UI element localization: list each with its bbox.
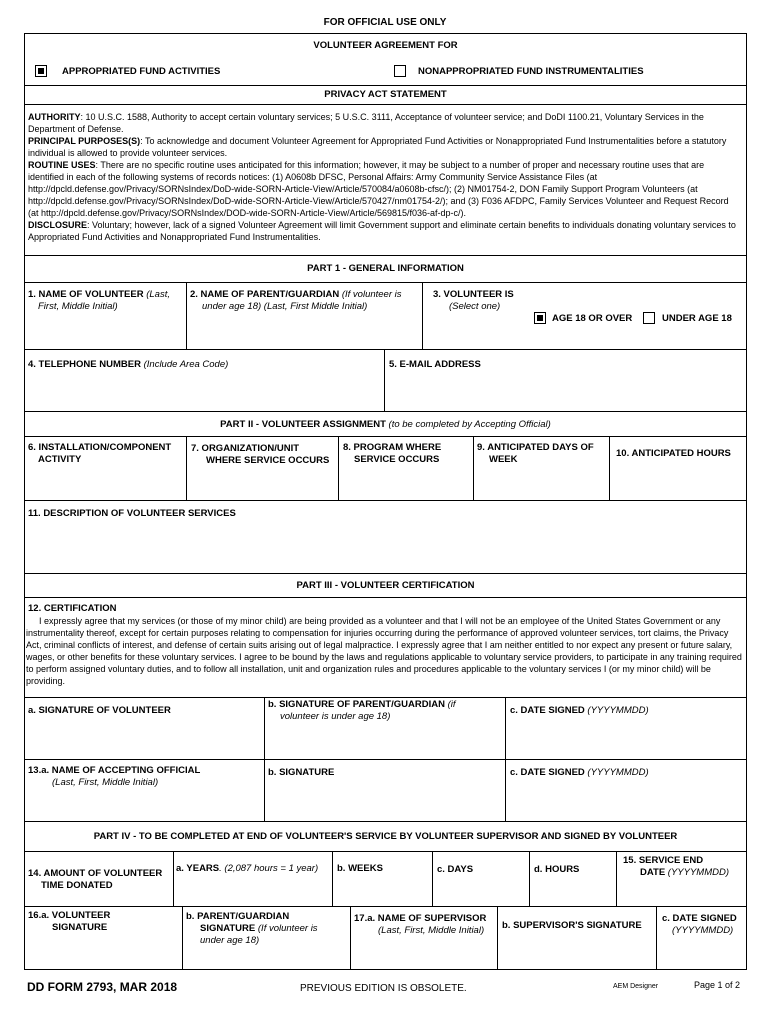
field13b-label: b. SIGNATURE — [268, 767, 335, 778]
age-over-checkbox[interactable] — [534, 312, 546, 324]
field14b-label: b. WEEKS — [337, 863, 383, 874]
divider — [497, 906, 498, 970]
anticipated-hours-input[interactable] — [614, 474, 740, 494]
field12b-hint-a: (if — [447, 699, 456, 710]
part2-heading-title: PART II - VOLUNTEER ASSIGNMENT — [220, 419, 386, 430]
field2-hint-a: (If volunteer is — [341, 289, 402, 300]
field2-hint-b: under age 18) (Last, First Middle Initial) — [202, 301, 368, 312]
routine-text: : There are no specific routine uses anticipated for this information; however, it may be subject to a number of proper and necessary routine uses that are identified in each of the following systems of records notices: (1) A0608b DFSC, Personal Affairs: Army Community Service Assistance Files (at http://dpcld.defense.gov/Privacy/SORNsIndex/DoD-wide-SORN-Article-View/Article/570084/a0608b-cfsc/); (2) NM01754-2, DON Family Support Program Volunteers (at http://dpcld.defense.gov/Privacy/SORNsIndex/DoD-wide-SORN-Article-View/Article/570427/nm01754-2/); and (3) F036 AFDPC, Family Services Volunteer and Request Record (at http://dpcld.defense.gov/Privacy/SORNsIndex/DOD-wide-SORN-Article-View/Article/569815/f036-af-dp-c/). — [28, 160, 729, 218]
field1-label — [28, 289, 183, 313]
field17c-hint: (YYYYMMDD) — [672, 925, 734, 936]
divider — [616, 851, 617, 906]
field13a-hint: (Last, First, Middle Initial) — [52, 777, 159, 788]
divider — [432, 851, 433, 906]
divider — [24, 697, 747, 698]
field4-label — [28, 359, 228, 371]
divider — [350, 906, 351, 970]
field4-hint: (Include Area Code) — [143, 359, 229, 370]
routine-paragraph — [28, 159, 740, 219]
form-identifier: DD FORM 2793, MAR 2018 — [27, 980, 178, 994]
divider — [24, 411, 747, 412]
volunteer-final-signature-field[interactable] — [30, 945, 178, 965]
field16b-line2: SIGNATURE — [200, 923, 256, 934]
field15-hint: (YYYYMMDD) — [667, 867, 730, 878]
certification-text: I expressly agree that my services (or those of my minor child) are being provided as a volunteer and that I will not be an employee of the United States Government or any instrumentality thereof, except for certain purposes relating to compensation for injuries occurring during the performance of approved volunteer services, tort claims, the Privacy Act, criminal conflicts of interest, and defense of certain suits arising out of legal malpractice. I expressly agree that I am neither entitled to nor expect any present or future salary, wages, or other benefits for these voluntary services. I agree to be bound by the laws and regulations applicable to voluntary service providers, to participate in any training required to perform assigned voluntary duties, and to follow all installation, unit and organization rules and procedures applicable to the voluntary services I (or my minor child) will be providing. — [26, 616, 742, 686]
field16b-line1: b. PARENT/GUARDIAN — [186, 911, 290, 922]
services-description-input[interactable] — [30, 524, 742, 572]
field5-label: 5. E-MAIL ADDRESS — [389, 359, 481, 370]
part2-heading — [24, 419, 747, 431]
divider — [186, 436, 187, 500]
field9-line1: 9. ANTICIPATED DAYS OF — [477, 442, 594, 453]
field2-title: 2. NAME OF PARENT/GUARDIAN — [190, 289, 340, 300]
divider — [422, 282, 423, 349]
divider — [24, 573, 747, 574]
hours-input[interactable] — [534, 882, 612, 902]
date-signed-13c-input[interactable] — [511, 792, 739, 816]
field17c-label — [662, 913, 737, 937]
field12c-hint: (YYYYMMDD) — [587, 705, 649, 716]
field3-label: 3. VOLUNTEER IS — [433, 289, 514, 300]
divider — [24, 906, 747, 907]
field13c-title: c. DATE SIGNED — [510, 767, 585, 778]
divider — [186, 282, 187, 349]
nonappropriated-label: NONAPPROPRIATED FUND INSTRUMENTALITIES — [418, 66, 644, 77]
page-number: Page 1 of 2 — [694, 980, 741, 990]
field16a-label — [28, 910, 110, 934]
field13c-hint: (YYYYMMDD) — [587, 767, 649, 778]
field14-line2: TIME DONATED — [41, 880, 113, 891]
authority-text: : 10 U.S.C. 1588, Authority to accept certain voluntary services; 5 U.S.C. 3111, Acceptance of volunteer service; and DoDI 1100.21, Voluntary Services in the Department of Defense. — [28, 112, 704, 134]
age-over-label: AGE 18 OR OVER — [552, 313, 633, 324]
purposes-label: PRINCIPAL PURPOSES(S) — [28, 136, 141, 146]
part3-heading: PART III - VOLUNTEER CERTIFICATION — [296, 580, 475, 591]
disclosure-label: DISCLOSURE — [28, 220, 88, 230]
supervisor-name-input[interactable] — [355, 942, 493, 964]
divider — [24, 436, 747, 437]
guardian-signature-field[interactable] — [270, 728, 498, 752]
program-input[interactable] — [343, 474, 468, 494]
field6-label — [28, 442, 171, 466]
field17a-hint: (Last, First, Middle Initial) — [378, 925, 485, 936]
field16b-label — [186, 911, 318, 947]
field1-title: 1. NAME OF VOLUNTEER — [28, 289, 144, 300]
privacy-statement — [28, 111, 740, 243]
weeks-input[interactable] — [337, 882, 427, 902]
disclosure-text: : Voluntary; however, lack of a signed Volunteer Agreement will limit Government support and eliminate certain benefits to individuals donating voluntary services to Appropriated Fund Activities and Nonappropriated Fund Instrumentalities. — [28, 220, 736, 242]
appropriated-checkbox[interactable] — [35, 65, 47, 77]
part4-heading: PART IV - TO BE COMPLETED AT END OF VOLUNTEER'S SERVICE BY VOLUNTEER SUPERVISOR AND SIGNED BY VOLUNTEER — [93, 831, 678, 842]
appropriated-label: APPROPRIATED FUND ACTIVITIES — [62, 66, 221, 77]
field1-hint-b: First, Middle Initial) — [38, 301, 118, 312]
field14c-label: c. DAYS — [437, 864, 474, 875]
divider — [24, 500, 747, 501]
purposes-text: : To acknowledge and document Volunteer Agreement for Appropriated Fund Activities or Nonappropriated Fund Instrumentalities before a statutory individual is allowed to provide volunteer services. — [28, 136, 727, 158]
field17a-line1: 17.a. NAME OF SUPERVISOR — [354, 913, 487, 924]
age-under-label: UNDER AGE 18 — [662, 313, 732, 324]
field3-hint — [449, 301, 500, 313]
field12b-label — [268, 699, 456, 723]
field12b-hint-b: volunteer is under age 18) — [280, 711, 391, 722]
form-title: VOLUNTEER AGREEMENT FOR — [313, 40, 458, 51]
field9-label — [477, 442, 594, 466]
organization-input[interactable] — [191, 474, 333, 494]
designer-mark: AEM Designer — [613, 983, 659, 990]
purposes-paragraph — [28, 135, 740, 159]
part1-heading: PART 1 - GENERAL INFORMATION — [307, 263, 464, 274]
days-of-week-input[interactable] — [478, 474, 604, 494]
supervisor-signature-field[interactable] — [502, 938, 652, 964]
divider — [332, 851, 333, 906]
accepting-official-input[interactable] — [30, 792, 258, 816]
divider — [609, 436, 610, 500]
installation-input[interactable] — [30, 474, 180, 494]
field14a-hint: . (2,087 hours = 1 year) — [219, 863, 319, 874]
divider — [173, 851, 174, 906]
part2-heading-hint: (to be completed by Accepting Official) — [388, 419, 551, 430]
privacy-heading: PRIVACY ACT STATEMENT — [324, 89, 447, 100]
authority-paragraph — [28, 111, 740, 135]
field8-line1: 8. PROGRAM WHERE — [343, 442, 442, 453]
divider — [529, 851, 530, 906]
field12b-title: b. SIGNATURE OF PARENT/GUARDIAN — [268, 699, 445, 710]
email-input[interactable] — [390, 380, 740, 402]
field6-line2: ACTIVITY — [38, 454, 82, 465]
guardian-name-input[interactable] — [192, 325, 417, 343]
field17a-label — [354, 913, 486, 937]
routine-label: ROUTINE USES — [28, 160, 96, 170]
field16b-hint-b: under age 18) — [200, 935, 260, 946]
field2-label — [190, 289, 420, 313]
nonappropriated-checkbox[interactable] — [394, 65, 406, 77]
field16b-hint-a: (If volunteer is — [257, 923, 318, 934]
divider — [656, 906, 657, 970]
field3-hint-text: (Select one) — [449, 301, 501, 312]
divider — [24, 759, 747, 760]
field15-label — [623, 855, 729, 879]
field8-line2: SERVICE OCCURS — [354, 454, 440, 465]
field17b-label: b. SUPERVISOR'S SIGNATURE — [502, 920, 642, 931]
field4-title: 4. TELEPHONE NUMBER — [28, 359, 141, 370]
divider — [24, 255, 747, 256]
divider — [24, 282, 747, 283]
field12-label: 12. CERTIFICATION — [28, 603, 117, 614]
field17c-line1: c. DATE SIGNED — [662, 913, 737, 924]
accepting-signature-field[interactable] — [270, 792, 498, 816]
obsolete-notice: PREVIOUS EDITION IS OBSOLETE. — [300, 983, 467, 994]
field7-line1: 7. ORGANIZATION/UNIT — [191, 443, 300, 454]
field11-label: 11. DESCRIPTION OF VOLUNTEER SERVICES — [28, 508, 236, 519]
field12c-title: c. DATE SIGNED — [510, 705, 585, 716]
field1-hint-a: (Last, — [146, 289, 170, 300]
field14-line1: 14. AMOUNT OF VOLUNTEER — [28, 868, 163, 879]
field7-line2: WHERE SERVICE OCCURS — [206, 455, 330, 466]
field12c-label — [510, 705, 649, 717]
volunteer-name-input[interactable] — [30, 325, 180, 343]
field8-label — [341, 442, 441, 466]
days-input[interactable] — [437, 882, 525, 902]
divider — [384, 349, 385, 411]
authority-label: AUTHORITY — [28, 112, 81, 122]
divider — [24, 821, 747, 822]
volunteer-signature-field[interactable] — [30, 728, 258, 752]
divider — [24, 349, 747, 350]
divider — [473, 436, 474, 500]
divider — [24, 104, 747, 105]
field7-label — [191, 443, 329, 467]
field15-line2: DATE — [640, 867, 666, 878]
date-signed-12c-input[interactable] — [511, 728, 739, 752]
field15-line1: 15. SERVICE END — [623, 855, 704, 866]
field13a-title: 13.a. NAME OF ACCEPTING OFFICIAL — [28, 765, 201, 776]
service-end-date-input[interactable] — [621, 884, 741, 902]
field13a-label — [28, 765, 200, 789]
disclosure-paragraph — [28, 219, 740, 243]
divider — [338, 436, 339, 500]
field10-label: 10. ANTICIPATED HOURS — [616, 448, 731, 459]
field14-label — [28, 868, 162, 892]
age-under-checkbox[interactable] — [643, 312, 655, 324]
guardian-final-signature-field[interactable] — [187, 948, 345, 966]
telephone-input[interactable] — [30, 380, 378, 402]
field14a-label — [176, 863, 318, 875]
divider — [24, 597, 747, 598]
field9-line2: WEEK — [489, 454, 518, 465]
divider — [24, 851, 747, 852]
field6-line1: 6. INSTALLATION/COMPONENT — [28, 442, 172, 453]
divider — [24, 85, 747, 86]
date-signed-17c-input[interactable] — [661, 942, 743, 964]
years-input[interactable] — [178, 882, 328, 902]
field12a-label: a. SIGNATURE OF VOLUNTEER — [28, 705, 171, 716]
field14a-title: a. YEARS — [176, 863, 220, 874]
fouo-banner: FOR OFFICIAL USE ONLY — [323, 17, 447, 28]
field16a-line2: SIGNATURE — [52, 922, 108, 933]
field14d-label: d. HOURS — [534, 864, 580, 875]
field13c-label — [510, 767, 649, 779]
divider — [182, 906, 183, 970]
field16a-line1: 16.a. VOLUNTEER — [28, 910, 111, 921]
